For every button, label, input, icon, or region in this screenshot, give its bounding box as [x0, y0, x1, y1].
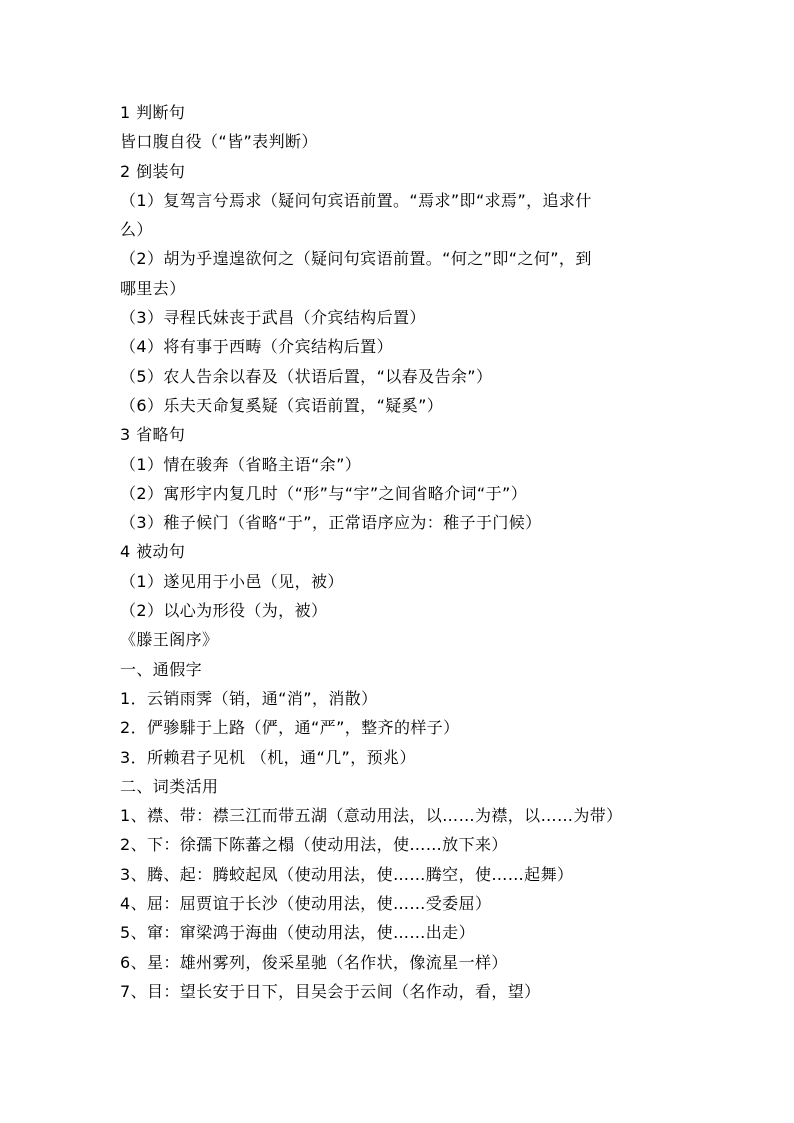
text-line: （3）稚子候门（省略“于”，正常语序应为：稚子于门候）: [120, 513, 542, 533]
text-line: （2）以心为形役（为，被）: [120, 601, 328, 621]
text-line: 2、下：徐孺下陈蕃之榻（使动用法，使……放下来）: [120, 835, 508, 855]
text-line: 7、目：望长安于日下，目吴会于云间（名作动，看，望）: [120, 981, 541, 1001]
text-line: 3、腾、起：腾蛟起凤（使动用法，使……腾空，使……起舞）: [120, 864, 574, 884]
section-heading-inversion: 2 倒装句: [120, 161, 186, 181]
text-line: （1）情在骏奔（省略主语“余”）: [120, 454, 362, 474]
text-line: 1．云销雨霁（销，通“消”，消散）: [120, 688, 378, 708]
text-line: （5）农人告余以春及（状语后置，“以春及告余”）: [120, 366, 493, 386]
text-line: （4）将有事于西畴（介宾结构后置）: [120, 337, 393, 357]
text-line: 6、星：雄州雾列，俊采星驰（名作状，像流星一样）: [120, 952, 508, 972]
text-line: （2）胡为乎遑遑欲何之（疑问句宾语前置。“何之”即“之何”，到: [120, 249, 592, 269]
work-title: 《滕王阁序》: [120, 630, 219, 650]
text-line: （6）乐夫天命复奚疑（宾语前置，“疑奚”）: [120, 395, 444, 415]
section-heading-word-class: 二、词类活用: [120, 776, 219, 796]
document-body: [120, 98, 690, 1006]
text-line: （1）复驾言兮焉求（疑问句宾语前置。“焉求”即“求焉”，追求什: [120, 190, 592, 210]
text-line: 皆口腹自役（“皆”表判断）: [120, 132, 318, 152]
text-line: 4、屈：屈贾谊于长沙（使动用法，使……受委屈）: [120, 894, 492, 914]
text-line: 2．俨骖騑于上路（俨，通“严”，整齐的样子）: [120, 718, 460, 738]
text-line: （3）寻程氏妹丧于武昌（介宾结构后置）: [120, 308, 426, 328]
text-line: 3．所赖君子见机 （机，通“几”，预兆）: [120, 747, 416, 767]
text-line: 么）: [120, 220, 153, 240]
section-heading-passive: 4 被动句: [120, 542, 186, 562]
text-line: （1）遂见用于小邑（见，被）: [120, 571, 344, 591]
text-line: 哪里去）: [120, 278, 186, 298]
section-heading-judgment: 1 判断句: [120, 103, 186, 122]
text-line: 1、襟、带：襟三江而带五湖（意动用法，以……为襟，以……为带）: [120, 806, 623, 826]
section-heading-tongjia: 一、通假字: [120, 659, 203, 679]
text-line: 5、窜：窜梁鸿于海曲（使动用法，使……出走）: [120, 923, 475, 943]
section-heading-ellipsis: 3 省略句: [120, 425, 186, 445]
text-line: （2）寓形宇内复几时（“形”与“宇”之间省略介词“于”）: [120, 483, 528, 503]
